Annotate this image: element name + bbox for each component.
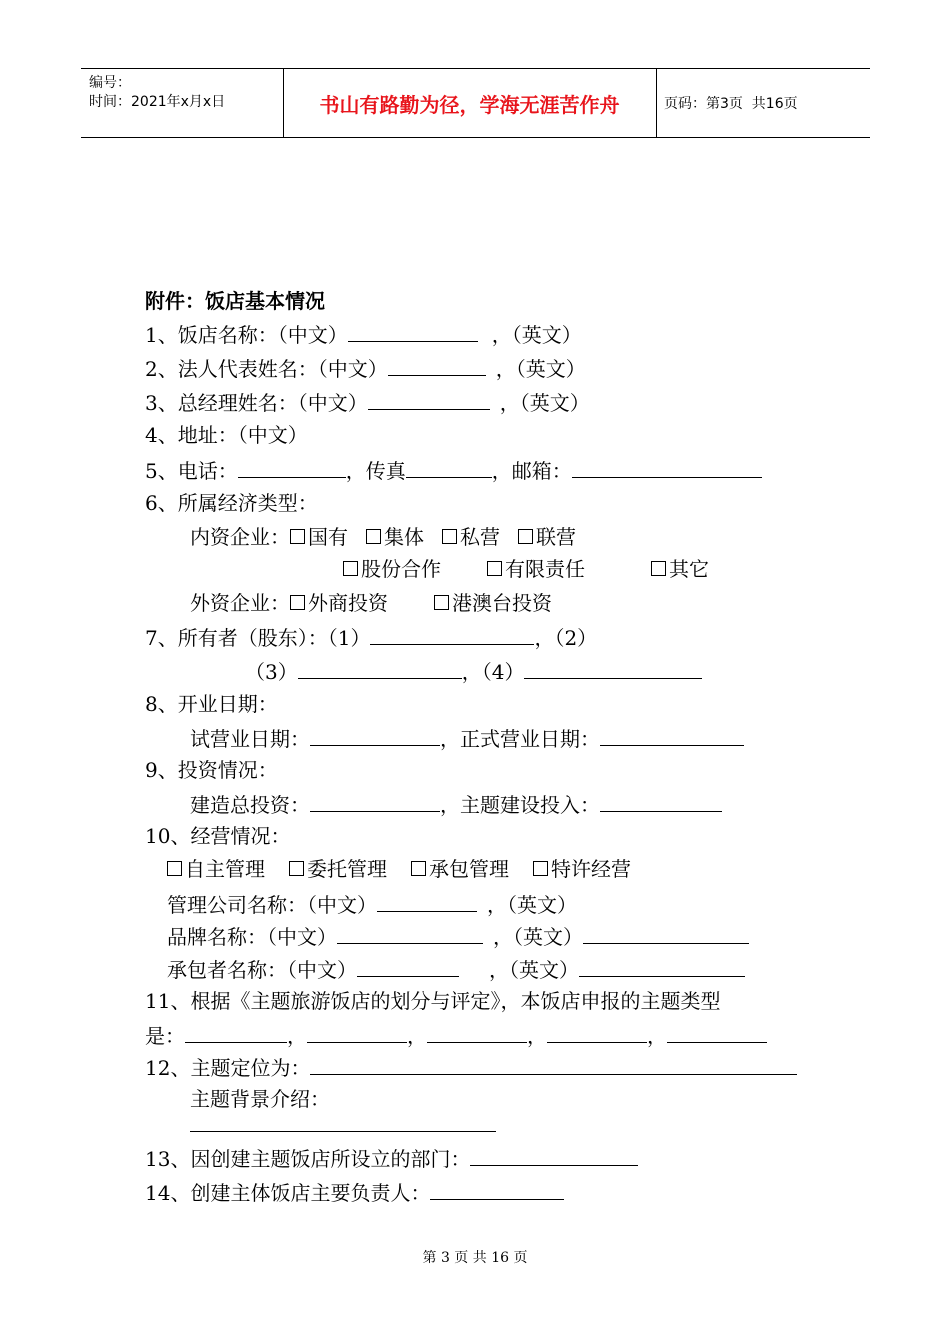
owner-3-field[interactable] (298, 657, 462, 679)
header-motto: 书山有路勤为径，学海无涯苦作舟 (319, 92, 620, 117)
mgmt-company-cn-field[interactable] (377, 890, 477, 912)
form-line-4: 4、地址：（中文） (145, 423, 308, 447)
phone-field[interactable] (238, 456, 346, 478)
form-line-2: 2、法人代表姓名：（中文） ，（英文） (145, 354, 586, 382)
form-line-8b: 试营业日期： ，正式营业日期： (190, 724, 744, 752)
form-line-6: 6、所属经济类型： (145, 491, 318, 515)
owner-1-field[interactable] (370, 623, 534, 645)
checkbox-franchise[interactable]: 特许经营 (533, 857, 631, 881)
department-field[interactable] (470, 1144, 638, 1166)
page-footer: 第 3 页 共 16 页 (422, 1250, 528, 1266)
header-number-label: 编号： (89, 75, 131, 91)
checkbox-hk-macao-taiwan[interactable]: 港澳台投资 (434, 591, 552, 615)
domestic-enterprise-row-2 (343, 556, 709, 582)
checkbox-private[interactable]: 私营 (442, 525, 500, 549)
form-title: 附件：饭店基本情况 (145, 289, 325, 313)
foreign-enterprise-row: 外资企业： 外商投资 港澳台投资 (190, 591, 552, 615)
form-line-9: 9、投资情况： (145, 758, 278, 782)
checkbox-other[interactable]: 其它 (651, 557, 709, 581)
formal-date-field[interactable] (600, 724, 744, 746)
form-line-14: 14、创建主体饭店主要负责人： (145, 1178, 564, 1206)
page-header (81, 68, 870, 138)
checkbox-state-owned[interactable]: 国有 (290, 525, 348, 549)
theme-positioning-field[interactable] (310, 1053, 797, 1075)
theme-type-field-4[interactable] (547, 1021, 647, 1043)
form-line-12: 12、主题定位为： (145, 1053, 797, 1081)
checkbox-limited-liability[interactable]: 有限责任 (487, 557, 585, 581)
theme-type-field-1[interactable] (185, 1021, 287, 1043)
header-meta (89, 74, 225, 112)
total-investment-field[interactable] (310, 790, 440, 812)
checkbox-shareholding[interactable]: 股份合作 (343, 557, 441, 581)
checkbox-contracted[interactable]: 承包管理 (411, 857, 509, 881)
form-line-10-brand: 品牌名称：（中文） ，（英文） (167, 922, 749, 950)
gm-name-cn-field[interactable] (368, 388, 490, 410)
hotel-name-cn-field[interactable] (348, 320, 478, 342)
form-line-7b: （3） ，（4） (245, 657, 702, 685)
form-line-10-mgmt: 管理公司名称：（中文） ，（英文） (167, 890, 577, 918)
form-line-13: 13、因创建主题饭店所设立的部门： (145, 1144, 638, 1172)
form-line-11: 11、根据《主题旅游饭店的划分与评定》，本饭店申报的主题类型 (145, 989, 721, 1013)
legal-rep-cn-field[interactable] (388, 354, 486, 376)
form-line-10-contract: 承包者名称：（中文） ，（英文） (167, 955, 745, 983)
form-line-5: 5、电话： ，传真 ，邮箱： (145, 456, 762, 484)
theme-type-field-3[interactable] (427, 1021, 527, 1043)
checkbox-foreign-investment[interactable]: 外商投资 (290, 591, 388, 615)
theme-type-field-2[interactable] (307, 1021, 407, 1043)
theme-type-field-5[interactable] (667, 1021, 767, 1043)
email-field[interactable] (572, 456, 762, 478)
form-line-10: 10、经营情况： (145, 824, 291, 848)
brand-name-en-field[interactable] (583, 922, 749, 944)
header-page-info: 页码：第3页 共16页 (664, 96, 798, 112)
contractor-cn-field[interactable] (357, 955, 459, 977)
form-line-9b: 建造总投资： ，主题建设投入： (190, 790, 722, 818)
theme-investment-field[interactable] (600, 790, 722, 812)
checkbox-self-managed[interactable]: 自主管理 (167, 857, 265, 881)
brand-name-cn-field[interactable] (337, 922, 483, 944)
header-date-label: 时间：2021年x月x日 (89, 94, 226, 110)
contractor-en-field[interactable] (579, 955, 745, 977)
responsible-person-field[interactable] (430, 1178, 564, 1200)
header-divider (656, 69, 657, 137)
owner-4-field[interactable] (524, 657, 702, 679)
management-options-row (167, 856, 631, 882)
form-line-3: 3、总经理姓名：（中文） ，（英文） (145, 388, 590, 416)
form-line-12b: 主题背景介绍： (190, 1087, 330, 1111)
form-line-8: 8、开业日期： (145, 692, 278, 716)
form-line-1: 1、饭店名称：（中文） ，（英文） (145, 320, 582, 348)
theme-background-field[interactable] (190, 1131, 496, 1132)
checkbox-collective[interactable]: 集体 (366, 525, 424, 549)
form-line-11b: 是： ， ， ， ， (145, 1021, 767, 1049)
trial-date-field[interactable] (310, 724, 440, 746)
checkbox-joint[interactable]: 联营 (518, 525, 576, 549)
fax-field[interactable] (406, 456, 492, 478)
checkbox-entrusted[interactable]: 委托管理 (289, 857, 387, 881)
form-line-7: 7、所有者（股东）：（1） ，（2） (145, 623, 597, 651)
domestic-enterprise-row: 内资企业： 国有 集体 私营 联营 (190, 525, 576, 549)
